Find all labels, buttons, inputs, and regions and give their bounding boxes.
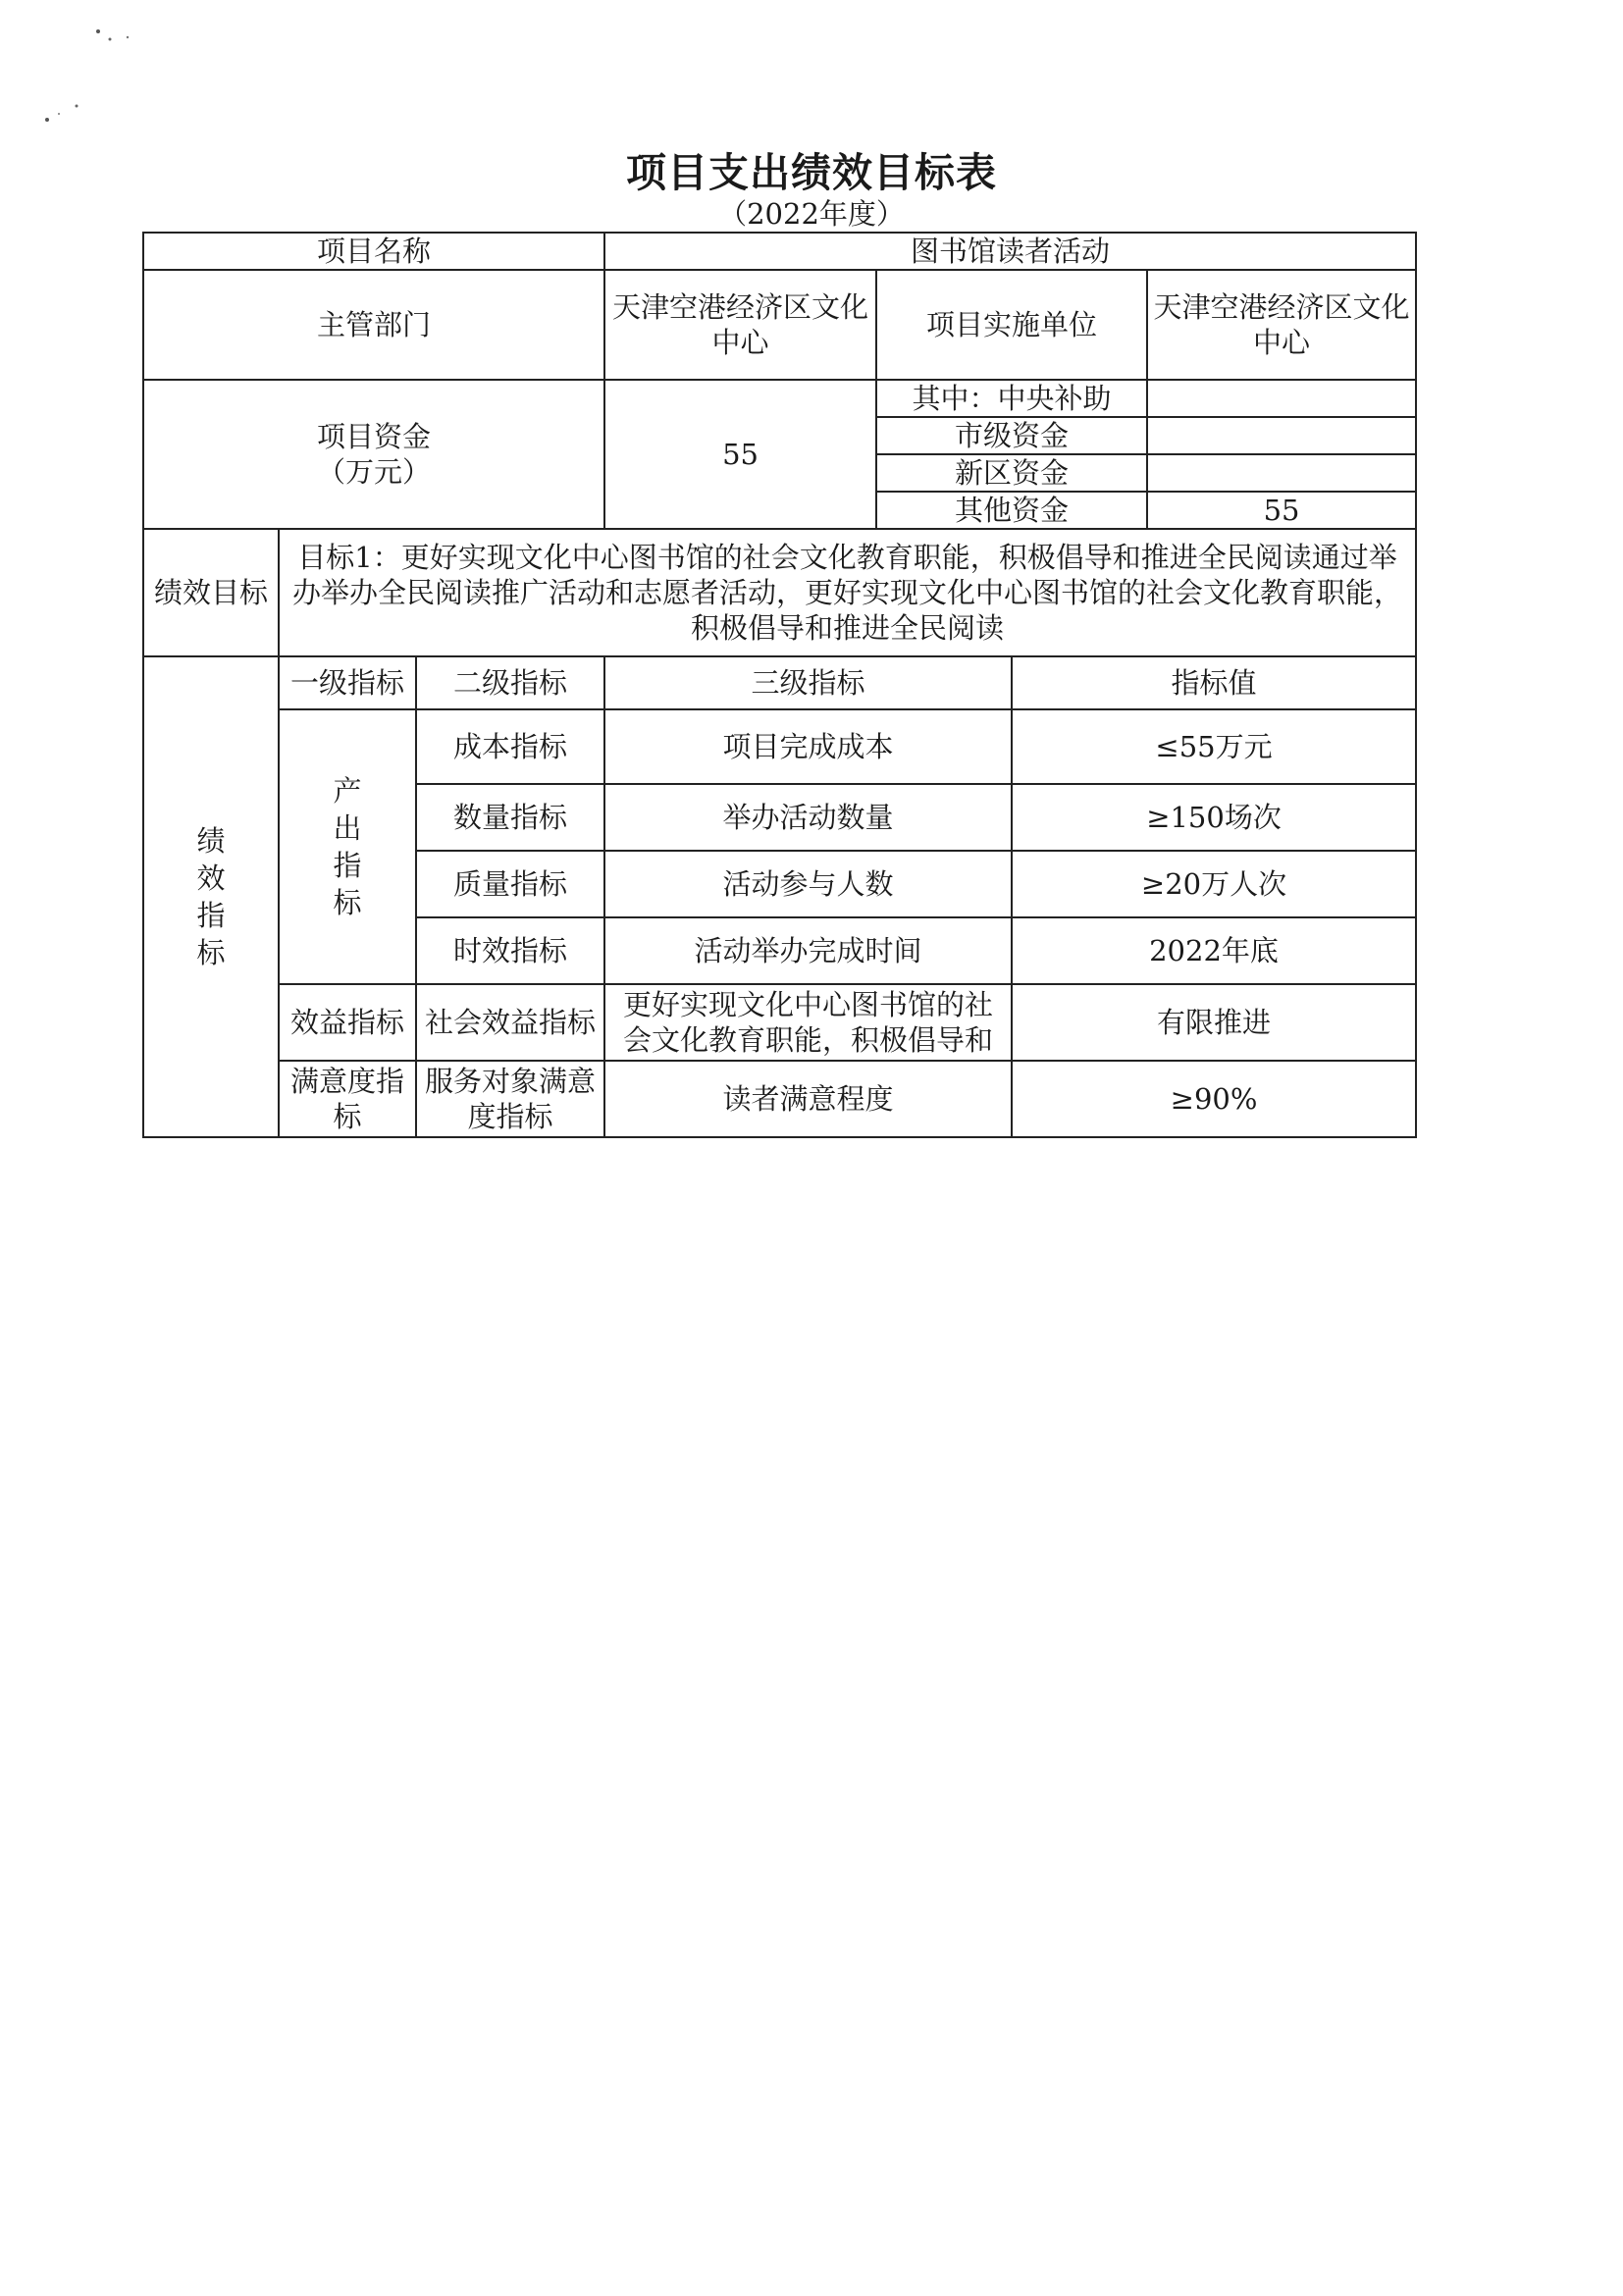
funds-source-label: 市级资金 <box>876 417 1147 454</box>
level2-cell: 成本指标 <box>416 709 604 784</box>
funds-source-value <box>1147 380 1416 417</box>
benefit-value: 有限推进 <box>1012 984 1416 1061</box>
value-cell: ≥20万人次 <box>1012 851 1416 917</box>
benefit-level2: 社会效益指标 <box>416 984 604 1061</box>
level2-cell: 质量指标 <box>416 851 604 917</box>
satisfaction-level2: 服务对象满意度指标 <box>416 1061 604 1137</box>
level3-cell: 活动参与人数 <box>604 851 1012 917</box>
funds-row-central <box>143 380 1416 417</box>
value-cell: ≤55万元 <box>1012 709 1416 784</box>
satisfaction-level1: 满意度指标 <box>279 1061 416 1137</box>
level3-cell: 活动举办完成时间 <box>604 917 1012 984</box>
funds-label <box>143 380 604 529</box>
benefit-level3: 更好实现文化中心图书馆的社会文化教育职能，积极倡导和 <box>604 984 1012 1061</box>
implementer-label: 项目实施单位 <box>876 270 1147 380</box>
funds-source-label: 其中：中央补助 <box>876 380 1147 417</box>
indicator-label-char: 标 <box>196 936 226 969</box>
scan-specks <box>20 20 137 137</box>
department-value: 天津空港经济区文化中心 <box>604 270 876 380</box>
funds-source-value <box>1147 454 1416 492</box>
funds-source-label: 其他资金 <box>876 492 1147 529</box>
funds-label-line2: （万元） <box>317 455 432 489</box>
output-label-char: 产 <box>333 774 362 808</box>
project-name-row <box>143 233 1416 270</box>
output-row <box>143 709 1416 784</box>
indicator-section-label <box>143 656 279 1137</box>
header-value: 指标值 <box>1012 656 1416 709</box>
project-name-value: 图书馆读者活动 <box>604 233 1416 270</box>
indicator-label-char: 效 <box>196 861 226 895</box>
document-year: （2022年度） <box>718 197 905 231</box>
goal-text: 目标1：更好实现文化中心图书馆的社会文化教育职能，积极倡导和推进全民阅读通过举办举办全民阅读推广活动和志愿者活动，更好实现文化中心图书馆的社会文化教育职能，积极倡导和推进全民阅读 <box>279 529 1416 656</box>
funds-total: 55 <box>604 380 876 529</box>
header-level2: 二级指标 <box>416 656 604 709</box>
indicator-label-char: 指 <box>196 899 226 932</box>
benefit-level1: 效益指标 <box>279 984 416 1061</box>
indicator-header-row <box>143 656 1416 709</box>
output-indicator-label <box>279 709 416 984</box>
level3-cell: 项目完成成本 <box>604 709 1012 784</box>
implementer-value: 天津空港经济区文化中心 <box>1147 270 1416 380</box>
value-cell: ≥150场次 <box>1012 784 1416 851</box>
output-label-char: 出 <box>333 811 362 845</box>
goal-label: 绩效目标 <box>143 529 279 656</box>
value-cell: 2022年底 <box>1012 917 1416 984</box>
funds-label-line1: 项目资金 <box>317 420 432 453</box>
document-title: 项目支出绩效目标表 <box>626 149 997 196</box>
performance-target-table <box>142 232 1417 1138</box>
funds-source-label: 新区资金 <box>876 454 1147 492</box>
level2-cell: 数量指标 <box>416 784 604 851</box>
project-name-label: 项目名称 <box>143 233 604 270</box>
output-label-char: 标 <box>333 886 362 919</box>
benefit-row <box>143 984 1416 1061</box>
goal-row <box>143 529 1416 656</box>
satisfaction-value: ≥90% <box>1012 1061 1416 1137</box>
header-level3: 三级指标 <box>604 656 1012 709</box>
indicator-label-char: 绩 <box>196 824 226 858</box>
level2-cell: 时效指标 <box>416 917 604 984</box>
level3-cell: 举办活动数量 <box>604 784 1012 851</box>
funds-source-value <box>1147 417 1416 454</box>
department-label: 主管部门 <box>143 270 604 380</box>
header-level1: 一级指标 <box>279 656 416 709</box>
output-label-char: 指 <box>333 849 362 882</box>
satisfaction-level3: 读者满意程度 <box>604 1061 1012 1137</box>
department-row <box>143 270 1416 380</box>
satisfaction-row <box>143 1061 1416 1137</box>
funds-source-value: 55 <box>1147 492 1416 529</box>
